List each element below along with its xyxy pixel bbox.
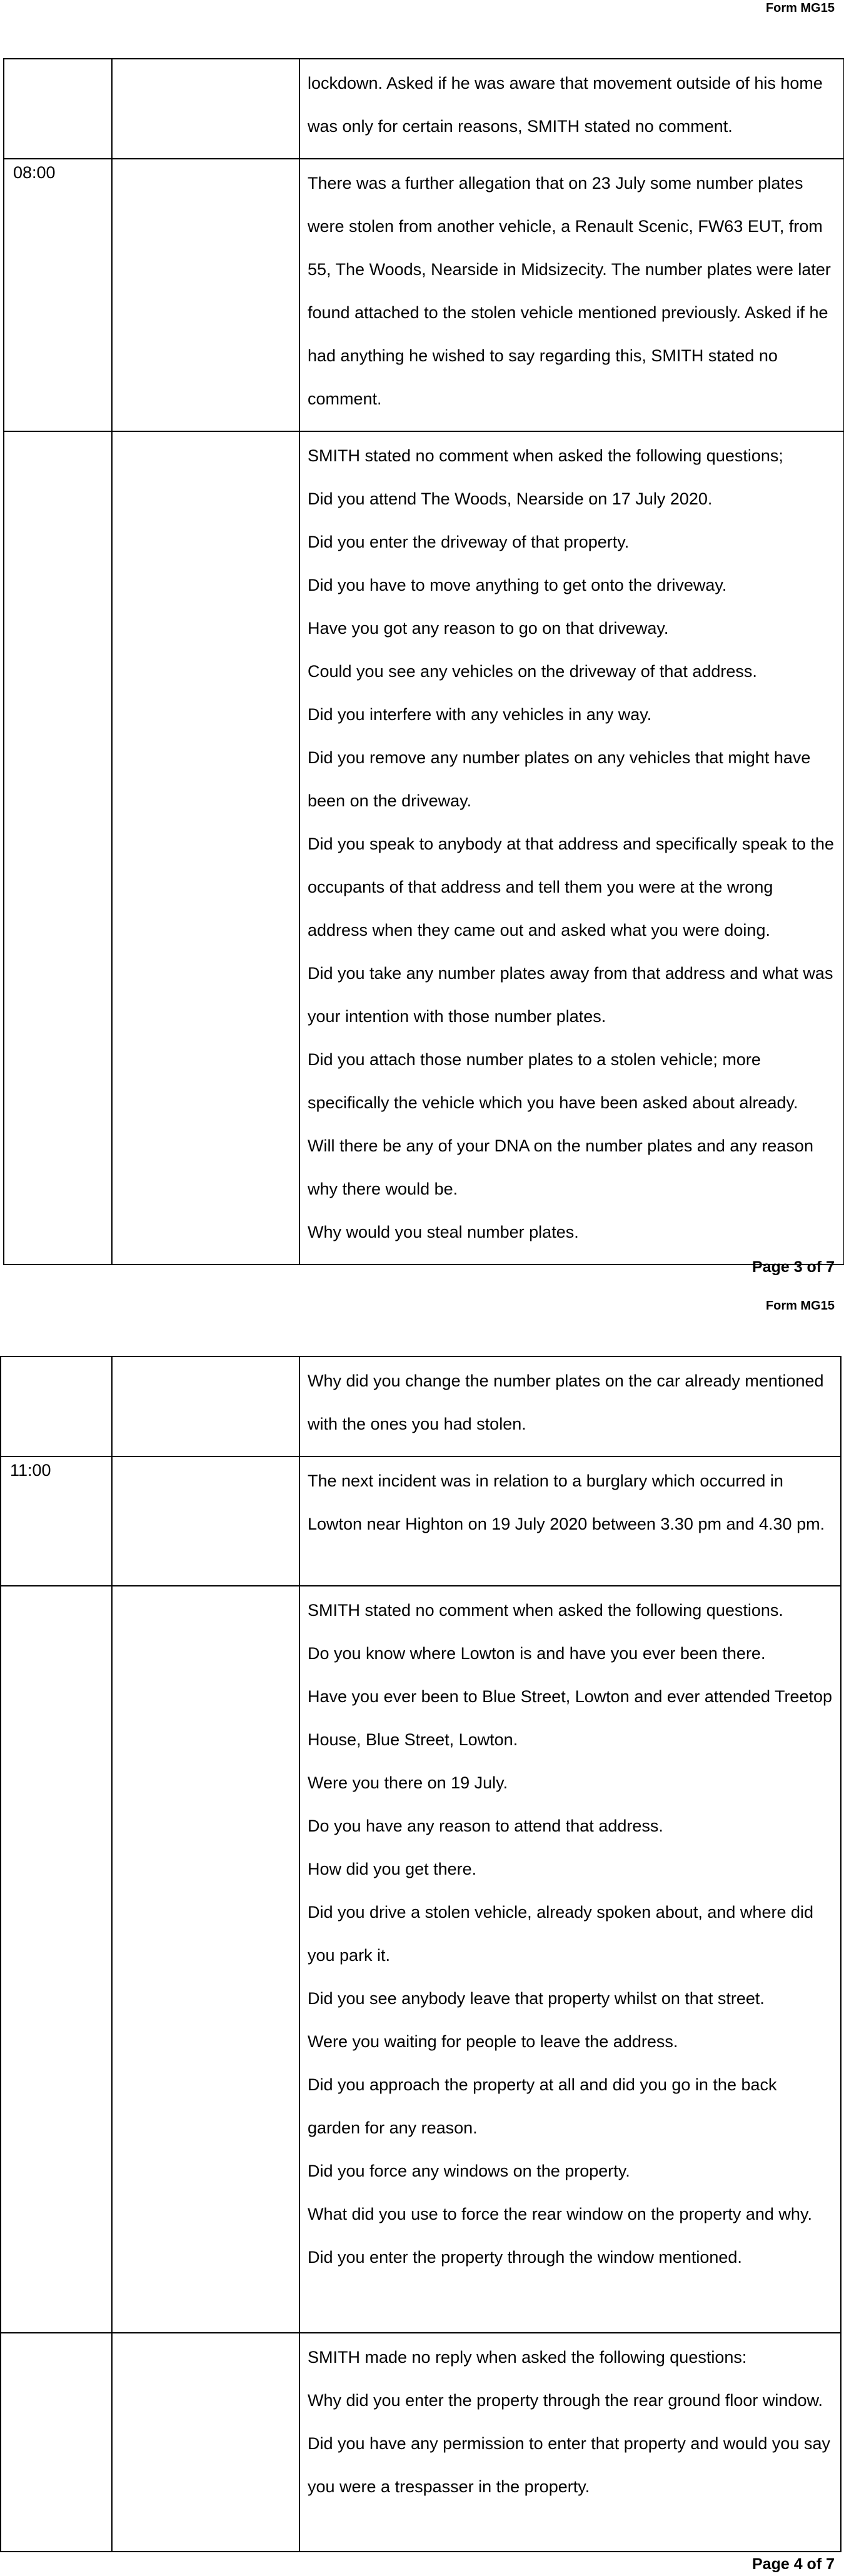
blank-cell (112, 59, 299, 159)
table-row (4, 59, 844, 159)
interview-table (3, 58, 844, 1265)
question-text: SMITH stated no comment when asked the following questions. (308, 1601, 783, 1620)
table-row (1, 1356, 841, 1456)
question-text: SMITH made no reply when asked the following questions: (308, 2348, 747, 2367)
table-row (4, 159, 844, 431)
record-text: There was a further allegation that on 23 July some number plates were stolen from another vehicle, a Renault Scenic, FW63 EUT, from 55, The Woods, Nearside in Midsizecity. The number plates were later found attached to the stolen vehicle mentioned previously. Asked if he had anything he wished to say regarding this, SMITH stated no comment. (308, 174, 831, 408)
record-cell (299, 1586, 841, 2333)
question-text: Did you attach those number plates to a stolen vehicle; more specifically the vehicle which you have been asked about already. (308, 1050, 798, 1112)
table-row (4, 431, 844, 1265)
time-cell (1, 2333, 112, 2552)
form-label: Form MG15 (765, 1, 835, 15)
question-text: Why would you steal number plates. (308, 1223, 579, 1241)
question-text: Did you remove any number plates on any vehicles that might have been on the driveway. (308, 748, 811, 810)
record-cell (299, 59, 844, 159)
question-text: SMITH stated no comment when asked the following questions; (308, 446, 783, 465)
question-text: Could you see any vehicles on the driveway of that address. (308, 662, 757, 681)
record-cell (299, 159, 844, 431)
question-text: Did you enter the property through the window mentioned. (308, 2248, 742, 2267)
question-text: Did you attend The Woods, Nearside on 17 July 2020. (308, 489, 713, 508)
record-text: lockdown. Asked if he was aware that movement outside of his home was only for certain reasons, SMITH stated no comment. (308, 74, 823, 136)
question-text: What did you use to force the rear window on the property and why. (308, 2205, 812, 2223)
question-text: Do you have any reason to attend that address. (308, 1817, 663, 1835)
record-cell (299, 431, 844, 1265)
time-cell: 08:00 (4, 159, 112, 431)
time-cell (4, 431, 112, 1265)
question-text: Do you know where Lowton is and have you ever been there. (308, 1644, 766, 1663)
record-cell (299, 2333, 841, 2552)
record-cell (299, 1456, 841, 1586)
blank-cell (112, 431, 299, 1265)
time-cell (4, 59, 112, 159)
blank-cell (112, 2333, 299, 2552)
question-text: Did you see anybody leave that property whilst on that street. (308, 1989, 765, 2008)
time-cell (1, 1356, 112, 1456)
question-text: Were you there on 19 July. (308, 1773, 508, 1792)
time-cell (1, 1586, 112, 2333)
interview-table (0, 1356, 841, 2552)
blank-cell (112, 1456, 299, 1586)
record-text: Why did you change the number plates on the car already mentioned with the ones you had stolen. (308, 1371, 824, 1433)
table-row (1, 2333, 841, 2552)
question-text: Did you interfere with any vehicles in any way. (308, 705, 652, 724)
table-row (1, 1456, 841, 1586)
blank-cell (112, 1586, 299, 2333)
question-text: Did you take any number plates away from that address and what was your intention with those number plates. (308, 964, 833, 1026)
page-number: Page 3 of 7 (752, 1258, 835, 1276)
question-text: Did you have to move anything to get onto the driveway. (308, 576, 727, 594)
question-text: Have you got any reason to go on that driveway. (308, 619, 669, 638)
blank-cell (112, 159, 299, 431)
question-text: Why did you enter the property through the rear ground floor window. (308, 2391, 823, 2410)
question-text: Did you force any windows on the property. (308, 2162, 630, 2180)
time-cell: 11:00 (1, 1456, 112, 1586)
form-label: Form MG15 (765, 1299, 835, 1313)
question-text: How did you get there. (308, 1860, 477, 1878)
question-text: Did you enter the driveway of that property. (308, 533, 630, 551)
question-text: Did you approach the property at all and did you go in the back garden for any reason. (308, 2075, 777, 2137)
record-text: The next incident was in relation to a burglary which occurred in Lowton near Highton on 19 July 2020 between 3.30 pm and 4.30 pm. (308, 1471, 825, 1533)
table-row (1, 1586, 841, 2333)
page-number: Page 4 of 7 (752, 2555, 835, 2573)
question-text: Did you drive a stolen vehicle, already spoken about, and where did you park it. (308, 1903, 813, 1965)
question-text: Did you have any permission to enter that property and would you say you were a trespasser in the property. (308, 2434, 830, 2496)
question-text: Will there be any of your DNA on the number plates and any reason why there would be. (308, 1136, 813, 1198)
question-text: Were you waiting for people to leave the address. (308, 2032, 678, 2051)
question-text: Did you speak to anybody at that address and specifically speak to the occupants of that address and tell them you were at the wrong address when they came out and asked what you were doing. (308, 834, 835, 940)
question-text: Have you ever been to Blue Street, Lowton and ever attended Treetop House, Blue Street, Lowton. (308, 1687, 833, 1749)
blank-cell (112, 1356, 299, 1456)
record-cell (299, 1356, 841, 1456)
